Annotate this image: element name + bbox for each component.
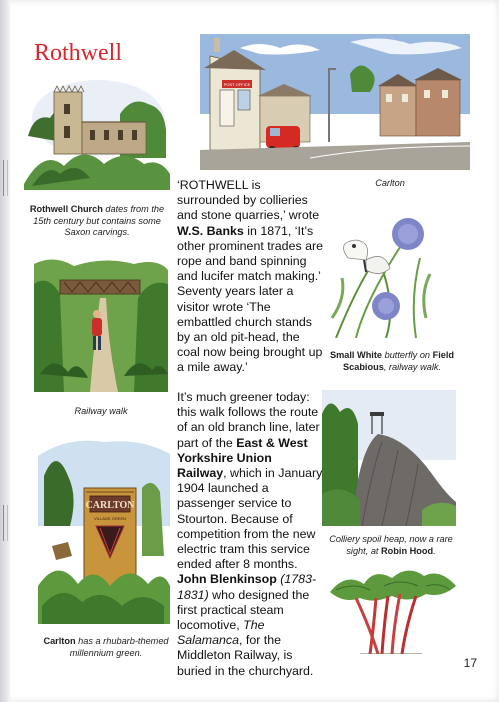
railway-walk-illustration	[34, 254, 168, 392]
butterfly-caption: Small White butterfly on Field Scabious, railway walk.	[329, 350, 455, 372]
body-paragraph-1: ‘ROTHWELL is surrounded by collieries and stone quarries,’ wrote W.S. Banks in 1871, ‘It’s other prominent trades are rope and band spinning and lucifer match making.’ Seventy years later a visitor wrote ‘The embattled church stands by an old pit-head, the coal now being brought up a mile away.’	[177, 178, 324, 375]
butterfly-illustration	[326, 198, 438, 338]
binding-staple	[3, 178, 8, 196]
spoil-heap-caption: Colliery spoil heap, now a rare sight, at Robin Hood.	[329, 534, 453, 556]
binding-staple	[3, 505, 8, 523]
spoil-heap-illustration	[322, 390, 456, 526]
body-paragraph-2: It’s much greener today: this walk follows the route of an old branch line, later part of the East & West Yorkshire Union Railway, which in January 1904 launched a passenger service to Stourton. Because of competition from the new electric tram this service ended after 8 months. John Blenkinsop (1783-1831) who designed the first practical steam locomotive, The Salamanca, for the Middleton Railway, is buried in the churchyard.	[177, 390, 323, 678]
church-caption: Rothwell Church dates from the 15th century but contains some Saxon carvings.	[29, 204, 165, 237]
binding-staple	[3, 160, 8, 178]
carlton-sign-caption: Carlton has a rhubarb-themed millennium green.	[43, 636, 169, 658]
carlton-caption: Carlton	[375, 178, 405, 188]
sign-subtitle: VILLAGE GREEN	[93, 516, 127, 521]
binding-staple	[3, 523, 8, 541]
carlton-street-illustration	[200, 34, 470, 170]
page-title: Rothwell	[34, 40, 122, 66]
page-number: 17	[463, 656, 477, 670]
church-illustration	[24, 74, 170, 190]
carlton-sign-illustration	[38, 436, 170, 624]
railway-walk-caption: Railway walk	[74, 406, 128, 416]
rhubarb-illustration	[330, 564, 456, 654]
sign-title: CARLTON	[85, 500, 135, 511]
post-office-sign: POST OFFICE	[223, 82, 251, 87]
page-binding	[0, 0, 10, 702]
